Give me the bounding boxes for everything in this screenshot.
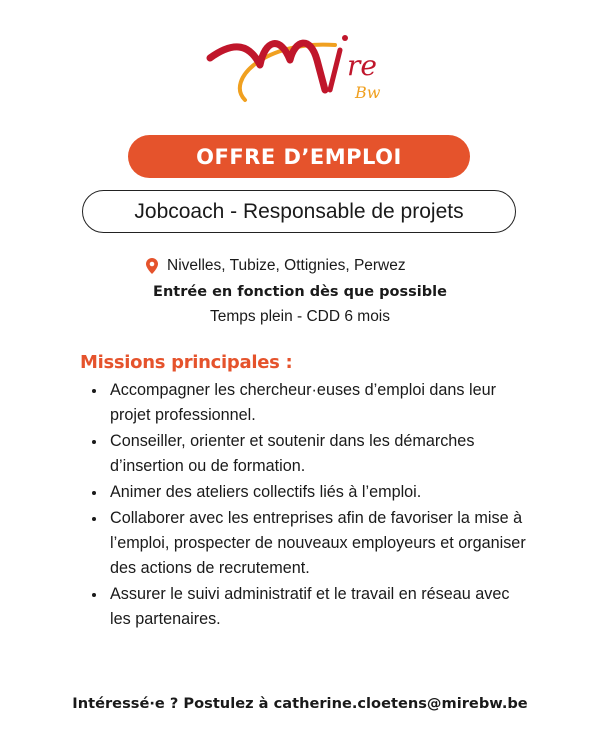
location-pin-icon [146,258,158,274]
job-location [146,255,406,277]
job-offer-banner: OFFRE D’EMPLOI [128,135,470,178]
mire-bw-logo [205,20,395,110]
svg-text:Bw: Bw [355,83,381,102]
mission-item: Conseiller, orienter et soutenir dans les démarches d’insertion ou de formation. [90,429,530,479]
mission-item: Assurer le suivi administratif et le travail en réseau avec les partenaires. [90,582,530,632]
mission-item: Animer des ateliers collectifs liés à l’emploi. [90,480,530,505]
job-title: Jobcoach - Responsable de projets [82,190,516,233]
logo-graphic [205,20,395,110]
svg-text:re: re [347,49,377,82]
start-date: Entrée en fonction dès que possible [153,284,447,300]
mission-item: Collaborer avec les entreprises afin de favoriser la mise à l’emploi, prospecter de nouveaux employeurs et organiser des actions de recrutement. [90,506,530,581]
mission-item: Accompagner les chercheur·euses d’emploi dans leur projet professionnel. [90,378,530,428]
apply-contact: Intéressé·e ? Postulez à catherine.cloetens@mirebw.be [72,695,528,712]
location-text: Nivelles, Tubize, Ottignies, Perwez [167,257,406,274]
missions-heading: Missions principales : [80,352,293,373]
contract-type: Temps plein - CDD 6 mois [209,308,391,325]
missions-list [90,378,530,633]
